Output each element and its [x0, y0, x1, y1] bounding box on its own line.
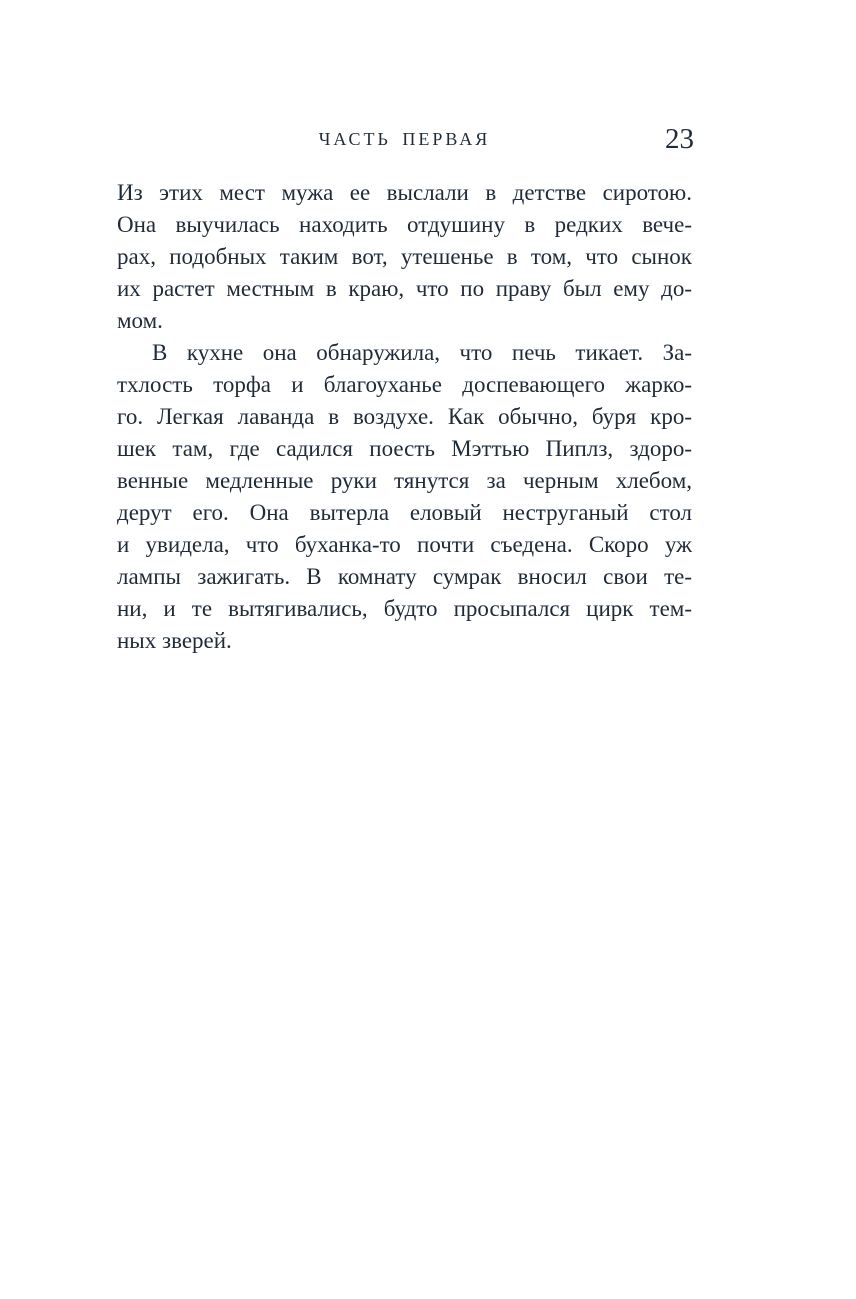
text-line: венные медленные руки тянутся за черным хлебом,	[117, 468, 692, 493]
text-line: и увидела, что буханка-то почти съедена. Скоро уж	[117, 532, 692, 557]
text-line: ных зверей.	[117, 628, 232, 653]
text-line: В кухне она обнаружила, что печь тикает. За-	[152, 340, 692, 365]
text-line: мом.	[117, 308, 163, 333]
text-line: лампы зажигать. В комнату сумрак вносил свои те-	[117, 564, 692, 589]
page-header	[117, 123, 694, 155]
text-line: ни, и те вытягивались, будто просыпался цирк тем-	[117, 596, 692, 621]
page-number: 23	[665, 123, 694, 155]
body-text	[117, 177, 692, 657]
text-line: Она выучилась находить отдушину в редких вече-	[117, 212, 692, 237]
text-line: дерут его. Она вытерла еловый неструганый стол	[117, 500, 692, 525]
paragraph	[117, 177, 692, 337]
paragraph	[117, 337, 692, 657]
text-line: тхлость торфа и благоуханье доспевающего жарко-	[117, 372, 692, 397]
text-line: шек там, где садился поесть Мэттью Пиплз, здоро-	[117, 436, 692, 461]
text-line: рах, подобных таким вот, утешенье в том, что сынок	[117, 244, 692, 269]
running-head: ЧАСТЬ ПЕРВАЯ	[318, 129, 491, 149]
text-line: их растет местным в краю, что по праву был ему до-	[117, 276, 692, 301]
text-line: Из этих мест мужа ее выслали в детстве сиротою.	[117, 180, 692, 205]
text-line: го. Легкая лаванда в воздухе. Как обычно, буря кро-	[117, 404, 692, 429]
